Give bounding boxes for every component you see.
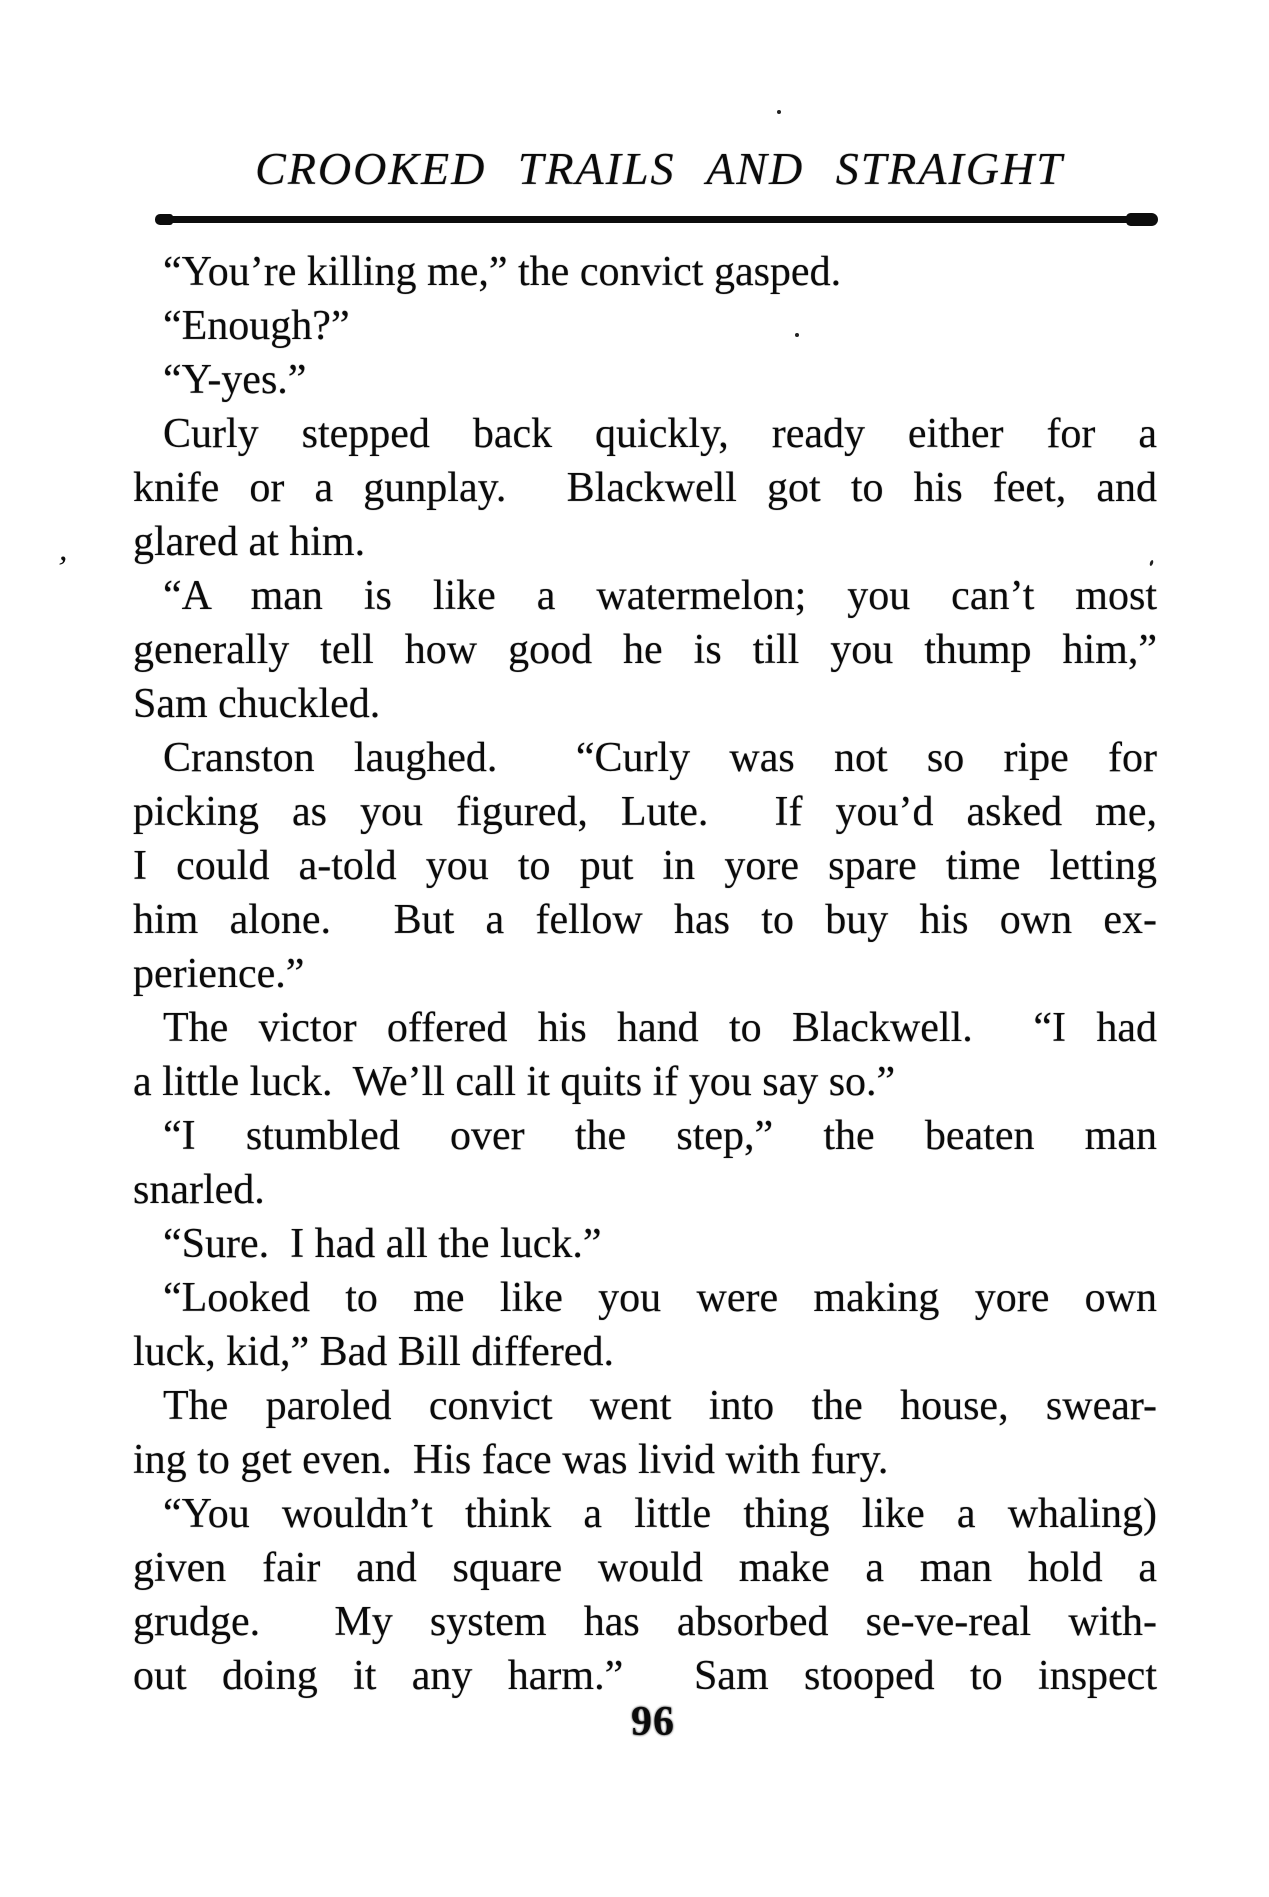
text-line: perience.” [133,951,305,997]
text-line: snarled. [133,1167,265,1213]
text-line: Sam chuckled. [133,681,381,727]
text-line: I could a-told you to put in yore spare time letting [133,843,1157,889]
text-line: given fair and square would make a man hold a [133,1545,1157,1591]
text-line: picking as you figured, Lute. If you’d asked me, [133,789,1157,835]
text-line: The victor offered his hand to Blackwell. “I had [163,1005,1157,1051]
page-number: 96 [631,1699,675,1745]
header-rule [158,216,1155,223]
text-line: a little luck. We’ll call it quits if you say so.” [133,1059,896,1105]
text-line: “You’re killing me,” the convict gasped. [163,249,842,295]
text-line: Cranston laughed. “Curly was not so ripe for [163,735,1157,781]
text-line: glared at him. [133,519,366,565]
text-line: generally tell how good he is till you thump him,” [133,627,1157,673]
text-line: grudge. My system has absorbed se-ve-real with- [133,1599,1157,1645]
text-line: “You wouldn’t think a little thing like a whaling) [163,1491,1157,1537]
text-line: “I stumbled over the step,” the beaten man [163,1113,1157,1159]
text-line: out doing it any harm.” Sam stooped to inspect [133,1653,1157,1699]
text-line: The paroled convict went into the house, swear- [163,1383,1157,1429]
text-line: him alone. But a fellow has to buy his own ex- [133,897,1157,943]
text-line: “Sure. I had all the luck.” [163,1221,602,1267]
text-line: ing to get even. His face was livid with fury. [133,1437,889,1483]
running-header: CROOKED TRAILS AND STRAIGHT [255,143,1064,194]
text-line: “A man is like a watermelon; you can’t most [163,573,1157,619]
text-line: Curly stepped back quickly, ready either for a [163,411,1157,457]
text-line: “Enough?” [163,303,350,349]
text-line: knife or a gunplay. Blackwell got to his feet, and [133,465,1157,511]
body-text [133,245,1157,1703]
text-line: “Looked to me like you were making yore own [163,1275,1157,1321]
text-line: luck, kid,” Bad Bill differed. [133,1329,614,1375]
text-line: “Y-yes.” [163,357,307,403]
margin-stray-mark: ’ [53,549,70,588]
scan-speck [777,110,781,114]
